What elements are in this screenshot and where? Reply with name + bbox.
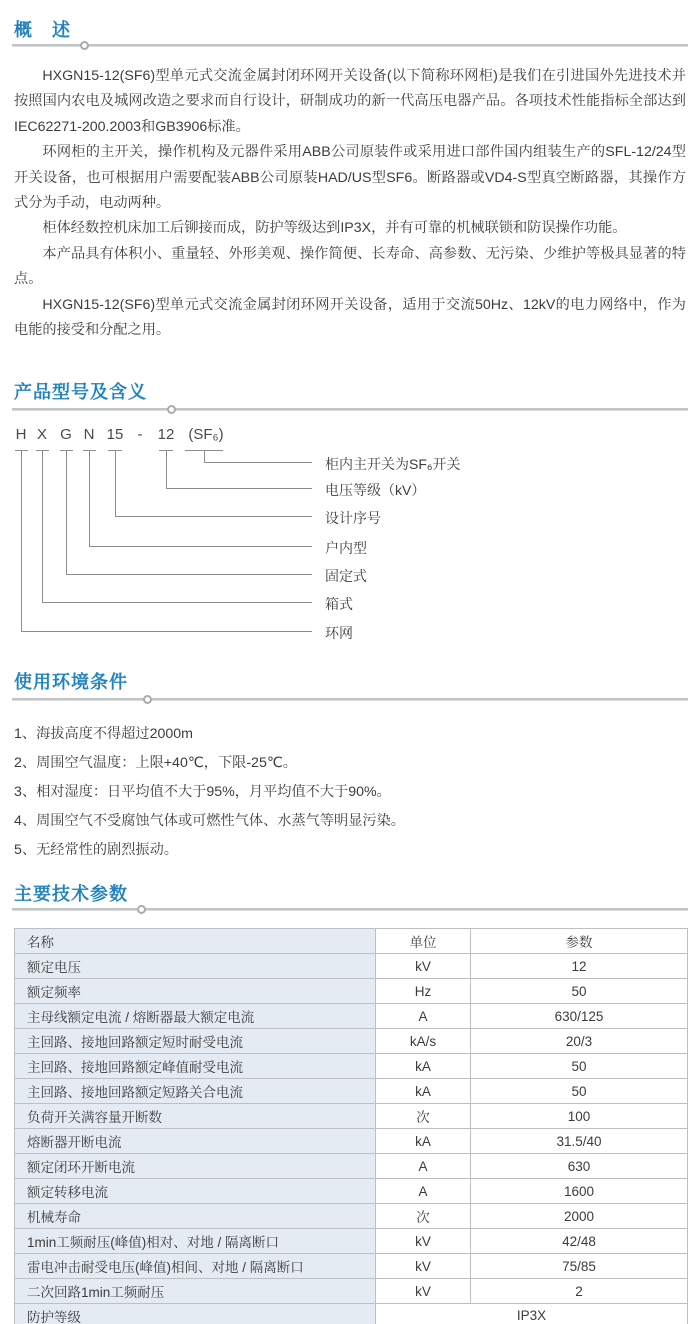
table-row [15, 1229, 688, 1254]
param-name: 机械寿命 [15, 1204, 376, 1229]
column-header-name: 名称 [15, 929, 376, 954]
param-value: 20/3 [471, 1029, 688, 1054]
model-title-rule [12, 408, 688, 411]
param-name: 1min工频耐压(峰值)相对、对地 / 隔离断口 [15, 1229, 376, 1254]
model-code-part: 15 [106, 426, 124, 443]
table-row [15, 1254, 688, 1279]
model-branch-label: 箱式 [325, 596, 353, 612]
param-name: 额定电压 [15, 954, 376, 979]
model-branch-label: 环网 [325, 625, 353, 641]
param-unit: kA [376, 1054, 471, 1079]
rule-ring-ornament [167, 405, 176, 414]
param-value: 50 [471, 979, 688, 1004]
table-row [15, 1279, 688, 1304]
param-name: 主回路、接地回路额定短路关合电流 [15, 1079, 376, 1104]
param-value: 75/85 [471, 1254, 688, 1279]
param-name: 负荷开关满容量开断数 [15, 1104, 376, 1129]
column-header-unit: 单位 [376, 929, 471, 954]
table-row [15, 1029, 688, 1054]
overview-text-block [14, 64, 686, 343]
environment-condition-item: 2、周围空气温度：上限+40℃，下限-25℃。 [14, 755, 297, 771]
model-code-part: (SF₆) [188, 426, 224, 443]
rule-ring-ornament [137, 905, 146, 914]
param-value: 42/48 [471, 1229, 688, 1254]
param-name: 主母线额定电流 / 熔断器最大额定电流 [15, 1004, 376, 1029]
table-row [15, 1004, 688, 1029]
environment-condition-item: 3、相对湿度：日平均值不大于95%，月平均值不大于90%。 [14, 784, 391, 800]
overview-paragraph: 环网柜的主开关，操作机构及元器件采用ABB公司原装件或采用进口部件国内组装生产的SFL-12/24型开关设备，也可根据用户需要配装ABB公司原装HAD/US型SF6。断路器或VD4-S型真空断路器，其操作方式分为手动，电动两种。 [14, 144, 686, 212]
param-unit: kA [376, 1129, 471, 1154]
param-unit: kV [376, 954, 471, 979]
model-code-part: 12 [157, 426, 175, 443]
table-row [15, 1079, 688, 1104]
overview-paragraph: 柜体经数控机床加工后铆接而成，防护等级达到IP3X，并有可靠的机械联锁和防误操作功能。 [42, 220, 627, 237]
parameters-section-title: 主要技术参数 [14, 884, 128, 904]
environment-title-rule [12, 698, 688, 701]
param-unit: kV [376, 1254, 471, 1279]
param-unit: kV [376, 1279, 471, 1304]
param-unit: 次 [376, 1204, 471, 1229]
param-value-merged: IP3X [376, 1304, 688, 1324]
param-value: 630 [471, 1154, 688, 1179]
param-unit: kA [376, 1079, 471, 1104]
environment-condition-item: 5、无经常性的剧烈振动。 [14, 842, 178, 858]
table-row [15, 954, 688, 979]
param-name: 雷电冲击耐受电压(峰值)相间、对地 / 隔离断口 [15, 1254, 376, 1279]
overview-paragraph: HXGN15-12(SF6)型单元式交流金属封闭环网开关设备，适用于交流50Hz、12kV的电力网络中，作为电能的接受和分配之用。 [14, 296, 686, 339]
param-value: 12 [471, 954, 688, 979]
model-code-part: H [15, 426, 27, 443]
param-name: 主回路、接地回路额定短时耐受电流 [15, 1029, 376, 1054]
overview-paragraph: 本产品具有体积小、重量轻、外形美观、操作简便、长寿命、高参数、无污染、少维护等极具显著的特点。 [14, 245, 686, 288]
param-unit: Hz [376, 979, 471, 1004]
environment-conditions-list [14, 720, 686, 865]
param-value: 31.5/40 [471, 1129, 688, 1154]
model-branch-label: 设计序号 [325, 510, 381, 526]
param-unit: A [376, 1004, 471, 1029]
table-row [15, 1204, 688, 1229]
column-header-value: 参数 [471, 929, 688, 954]
environment-condition-item: 1、海拔高度不得超过2000m [14, 726, 193, 742]
param-value: 50 [471, 1079, 688, 1104]
parameters-title-rule [12, 908, 688, 911]
model-code-part: X [36, 426, 48, 443]
param-value: 50 [471, 1054, 688, 1079]
param-name: 防护等级 [15, 1304, 376, 1324]
rule-ring-ornament [80, 41, 89, 50]
table-row [15, 1054, 688, 1079]
diagram-branch-line [21, 450, 312, 632]
environment-section-title: 使用环境条件 [14, 672, 128, 692]
param-value: 630/125 [471, 1004, 688, 1029]
param-name: 二次回路1min工频耐压 [15, 1279, 376, 1304]
environment-condition-item: 4、周围空气不受腐蚀气体或可燃性气体、水蒸气等明显污染。 [14, 813, 405, 829]
param-unit: A [376, 1179, 471, 1204]
param-value: 2000 [471, 1204, 688, 1229]
model-section-title: 产品型号及含义 [14, 382, 147, 402]
param-value: 100 [471, 1104, 688, 1129]
model-branch-label: 固定式 [325, 568, 367, 584]
param-name: 主回路、接地回路额定峰值耐受电流 [15, 1054, 376, 1079]
model-branch-label: 柜内主开关为SF₆开关 [325, 456, 461, 472]
table-row [15, 979, 688, 1004]
table-header-row [15, 929, 688, 954]
param-unit: kV [376, 1229, 471, 1254]
table-footer-row [15, 1304, 688, 1324]
param-unit: 次 [376, 1104, 471, 1129]
param-name: 额定闭环开断电流 [15, 1154, 376, 1179]
param-unit: A [376, 1154, 471, 1179]
overview-section-title: 概 述 [14, 20, 71, 40]
rule-ring-ornament [143, 695, 152, 704]
model-code-part: N [83, 426, 95, 443]
table-row [15, 1104, 688, 1129]
param-unit: kA/s [376, 1029, 471, 1054]
model-code-part: - [137, 426, 143, 443]
param-name: 熔断器开断电流 [15, 1129, 376, 1154]
table-row [15, 1179, 688, 1204]
model-code-part: G [60, 426, 72, 443]
model-branch-label: 户内型 [325, 540, 367, 556]
param-value: 1600 [471, 1179, 688, 1204]
parameters-table [14, 928, 688, 1324]
table-row [15, 1154, 688, 1179]
param-name: 额定频率 [15, 979, 376, 1004]
overview-paragraph: HXGN15-12(SF6)型单元式交流金属封闭环网开关设备(以下简称环网柜)是我们在引进国外先进技术并按照国内农电及城网改造之要求而自行设计，研制成功的新一代高压电器产品。各项技术性能指标全部达到IEC62271-200.2003和GB3906标准。 [14, 68, 686, 135]
model-branch-label: 电压等级（kV） [325, 482, 426, 498]
param-name: 额定转移电流 [15, 1179, 376, 1204]
param-value: 2 [471, 1279, 688, 1304]
overview-title-rule [12, 44, 688, 47]
table-row [15, 1129, 688, 1154]
